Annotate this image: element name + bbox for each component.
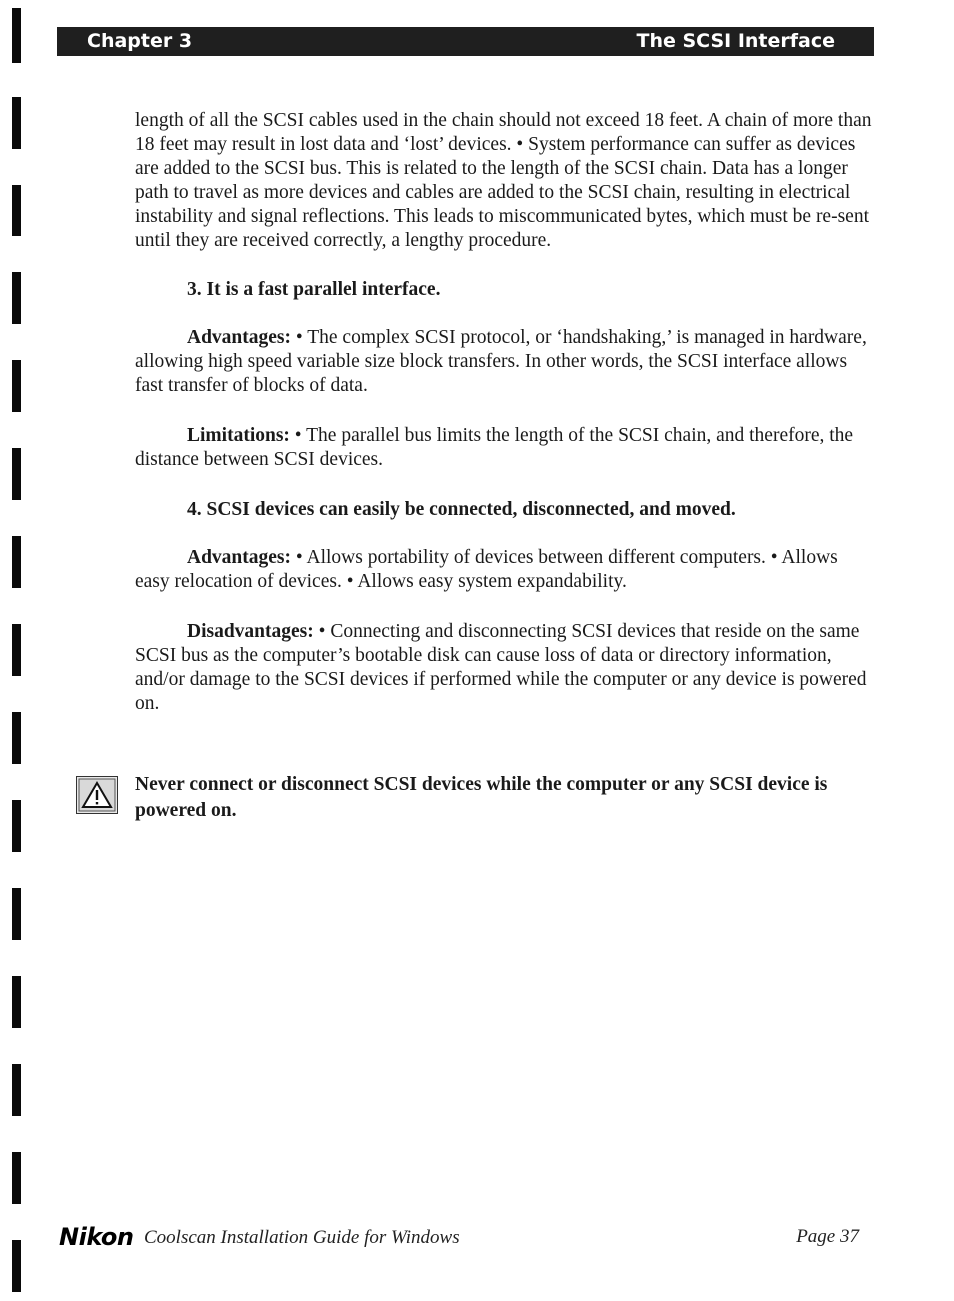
chapter-title: Chapter 3: [87, 30, 193, 52]
warning-text: Never connect or disconnect SCSI devices while the computer or any SCSI device is powered on.: [135, 774, 828, 821]
binding-mark: [12, 185, 21, 236]
section-title: The SCSI Interface: [636, 30, 835, 52]
binding-mark: [12, 97, 21, 149]
binding-mark: [12, 1064, 21, 1116]
limitations-text: • The parallel bus limits the length of the SCSI chain, and therefore, the distance between SCSI devices.: [135, 425, 854, 470]
point-4-advantages: [135, 546, 875, 594]
disadvantages-text: • Connecting and disconnecting SCSI devices that reside on the same SCSI bus as the computer’s bootable disk can cause loss of data or directory information, and/or damage to the SCSI devices if performed while the computer or any device is powered on.: [135, 621, 867, 714]
advantages-text: • The complex SCSI protocol, or ‘handshaking,’ is managed in hardware, allowing high speed variable size block transfers. In other words, the SCSI interface allows fast transfer of blocks of data.: [135, 327, 867, 396]
page-footer: [57, 1222, 859, 1252]
point-3-limitations: [135, 424, 875, 472]
point-3-advantages: [135, 326, 875, 398]
point-3-heading: 3. It is a fast parallel interface.: [187, 279, 441, 300]
advantages-label: Advantages:: [187, 327, 292, 348]
advantages-label: Advantages:: [187, 547, 292, 568]
binding-mark: [12, 8, 21, 63]
binding-mark: [12, 536, 21, 588]
binding-mark: [12, 1240, 21, 1292]
binding-mark: [12, 1152, 21, 1204]
nikon-logo: Nikon: [59, 1223, 134, 1251]
point-4-disadvantages: [135, 620, 875, 716]
binding-mark: [12, 712, 21, 764]
intro-paragraph: length of all the SCSI cables used in the chain should not exceed 18 feet. A chain of more than 18 feet may result in lost data and ‘lost’ devices. • System performance can suffer as devices are added to the SCSI bus. This is related to the length of the SCSI chain. Data has a longer path to travel as more devices and cables are added to the SCSI chain, resulting in electrical instability and signal reflections. This leads to miscommunicated bytes, which must be re-sent until they are received correctly, a lengthy procedure.: [135, 110, 872, 251]
binding-mark: [12, 360, 21, 412]
limitations-label: Limitations:: [187, 425, 290, 446]
binding-mark: [12, 624, 21, 676]
binding-mark: [12, 272, 21, 324]
guide-title: Coolscan Installation Guide for Windows: [144, 1227, 460, 1248]
disadvantages-label: Disadvantages:: [187, 621, 314, 642]
chapter-header: [57, 27, 874, 56]
binding-mark: [12, 800, 21, 852]
binding-mark: [12, 448, 21, 500]
binding-mark: [12, 888, 21, 940]
binding-mark: [12, 976, 21, 1028]
page-number: Page 37: [796, 1226, 859, 1247]
page-body: [135, 109, 875, 742]
advantages-text: • Allows portability of devices between different computers. • Allows easy relocation of devices. • Allows easy system expandability.: [135, 547, 838, 592]
point-4-heading: 4. SCSI devices can easily be connected, disconnected, and moved.: [187, 499, 736, 520]
warning-triangle-icon: [76, 776, 118, 814]
